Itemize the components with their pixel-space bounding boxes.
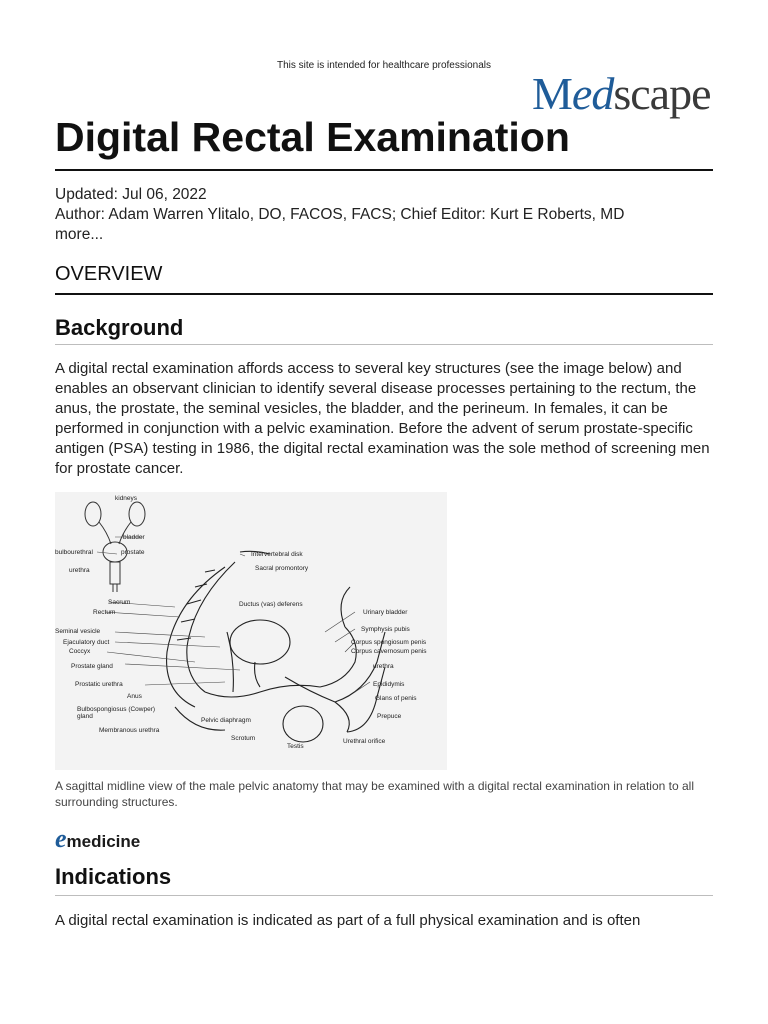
label-coccyx: Coccyx [69,648,91,655]
label-sacral-promontory: Sacral promontory [255,565,309,572]
label-urethra-small: urethra [69,567,90,574]
label-intervertebral-disk: Intervertebral disk [251,551,303,558]
anatomy-diagram [55,492,447,770]
page-title: Digital Rectal Examination [55,114,570,160]
pelvic-anatomy-figure[interactable] [55,492,447,770]
author-line: Author: Adam Warren Ylitalo, DO, FACOS, FACS; Chief Editor: Kurt E Roberts, MD [55,206,625,223]
label-pelvic-diaphragm: Pelvic diaphragm [201,717,251,724]
label-ejaculatory-duct: Ejaculatory duct [63,639,110,646]
logo-part-c: scape [613,68,711,119]
label-prostatic-urethra: Prostatic urethra [75,681,123,688]
label-seminal-vesicle: Seminal vesicle [55,628,101,635]
more-link[interactable]: more... [55,226,104,243]
background-text: A digital rectal examination affords access to several key structures (see the image below) and enables an observant clinician to identify several disease processes pertaining to the rectum, the anus, the prostate, the seminal vesicles, the bladder, and the perineum. In females, it can be performed in conjunction with a pelvic examination. Before the advent of serum prostate-specific antigen (PSA) testing in 1986, the digital rectal examination was the sole method of screening men for prostate cancer. [55,360,710,477]
label-urethra: urethra [373,663,394,670]
label-urinary-bladder: Urinary bladder [363,609,408,616]
article-meta [55,185,624,245]
label-testis: Testis [287,743,304,750]
emedicine-rest: medicine [66,832,141,851]
updated-date: Updated: Jul 06, 2022 [55,186,207,203]
label-prostate: prostate [121,549,145,556]
indications-heading: Indications [55,864,172,889]
title-divider [55,169,713,171]
figure-caption: A sagittal midline view of the male pelvic anatomy that may be examined with a digital rectal examination in relation to all surrounding structures. [55,779,694,809]
label-anus: Anus [127,693,142,700]
healthcare-notice: This site is intended for healthcare professionals [276,60,491,71]
label-symphysis-pubis: Symphysis pubis [361,626,410,633]
label-scrotum: Scrotum [231,735,256,742]
emedicine-logo[interactable] [55,824,140,854]
label-sacrum: Sacrum [108,599,131,606]
background-heading: Background [55,315,184,340]
logo-part-b: ed [571,68,614,119]
label-gland: gland [77,713,93,720]
label-membranous-urethra: Membranous urethra [99,727,160,734]
label-urethral-orifice: Urethral orifice [343,738,386,745]
indications-divider [55,895,713,896]
overview-heading: OVERVIEW [55,263,163,285]
overview-divider [55,293,713,295]
label-epididymis: Epididymis [373,681,405,688]
label-bulbourethral: bulbourethral [55,549,93,556]
label-bulbospongiosus: Bulbospongiosus (Cowper) [77,706,156,713]
label-corpus-cavernosum: Corpus cavernosum penis [351,648,427,655]
label-rectum: Rectum [93,609,116,616]
label-corpus-spongiosum: Corpus spongiosum penis [351,639,427,646]
logo-part-a: M [532,68,572,119]
label-prepuce: Prepuce [377,713,402,720]
label-kidneys: kidneys [115,495,138,502]
indications-text: A digital rectal examination is indicated as part of a full physical examination and is often [55,912,641,929]
emedicine-e: e [55,824,67,853]
label-ductus-deferens: Ductus (vas) deferens [239,601,303,608]
label-glans: Glans of penis [375,695,417,702]
background-divider [55,344,713,345]
label-bladder: bladder [123,534,145,541]
label-prostate-gland: Prostate gland [71,663,113,670]
